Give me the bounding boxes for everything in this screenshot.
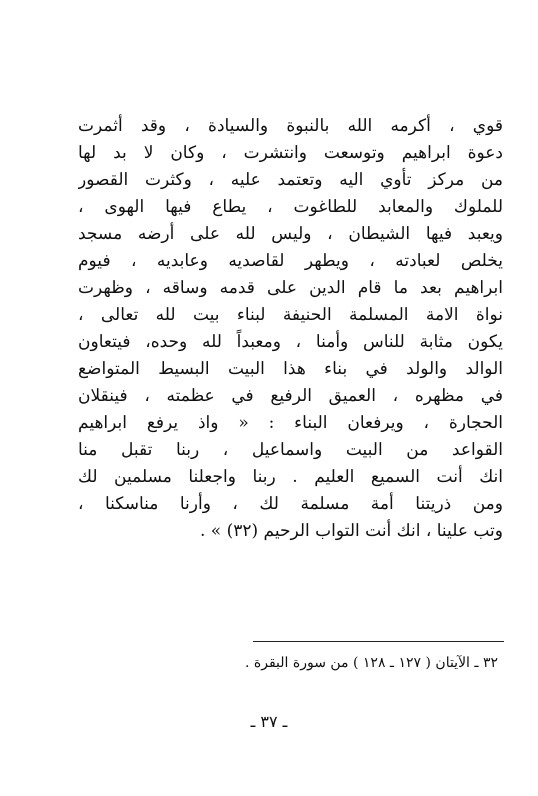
body-line: دعوة ابراهيم وتوسعت وانتشرت ، وكان لا بد لها [78, 143, 503, 163]
body-line: نواة الامة المسلمة الحنيفة لبناء بيت لله تعالى ، [78, 305, 503, 325]
body-line: الوالد والولد في بناء هذا البيت البسيط المتواضع [78, 359, 503, 379]
body-line: من مركز تأوي اليه وتعتمد عليه ، وكثرت القصور [78, 170, 503, 190]
body-line: قوي ، أكرمه الله بالنبوة والسيادة ، وقد أثمرت [78, 116, 503, 136]
body-line: ومن ذريتنا أمة مسلمة لك ، وأرنا مناسكنا ، [78, 494, 503, 514]
body-line: وتب علينا ، انك أنت التواب الرحيم (٣٢) » . [199, 521, 503, 541]
body-line: في مظهره ، العميق الرفيع في عظمته ، فينقلان [78, 386, 503, 406]
body-line: ويعبد فيها الشيطان ، وليس لله على أرضه مسجد [78, 224, 503, 244]
body-line: للملوك والمعابد للطاغوت ، يطاع فيها الهوى ، [78, 197, 503, 217]
body-line: يخلص لعبادته ، ويطهر لقاصديه وعابديه ، فيوم [78, 251, 503, 271]
body-line: انك أنت السميع العليم . ربنا واجعلنا مسلمين لك [78, 467, 503, 487]
footnote-divider [253, 641, 504, 642]
body-line: ابراهيم بعد ما قام الدين على قدمه وساقه ، وظهرت [78, 278, 503, 298]
footnote: ٣٢ ـ الآيتان ( ١٢٧ ـ ١٢٨ ) من سورة البقرة . [245, 655, 498, 671]
body-text [78, 113, 503, 545]
body-line: يكون مثابة للناس وأمنا ، ومعبداً لله وحده، فيتعاون [78, 332, 503, 352]
page-number: ـ ٣٧ ـ [250, 712, 288, 731]
body-line: الحجارة ، ويرفعان البناء : « واذ يرفع ابراهيم [78, 413, 503, 433]
body-line: القواعد من البيت واسماعيل ، ربنا تقبل منا [78, 440, 503, 460]
